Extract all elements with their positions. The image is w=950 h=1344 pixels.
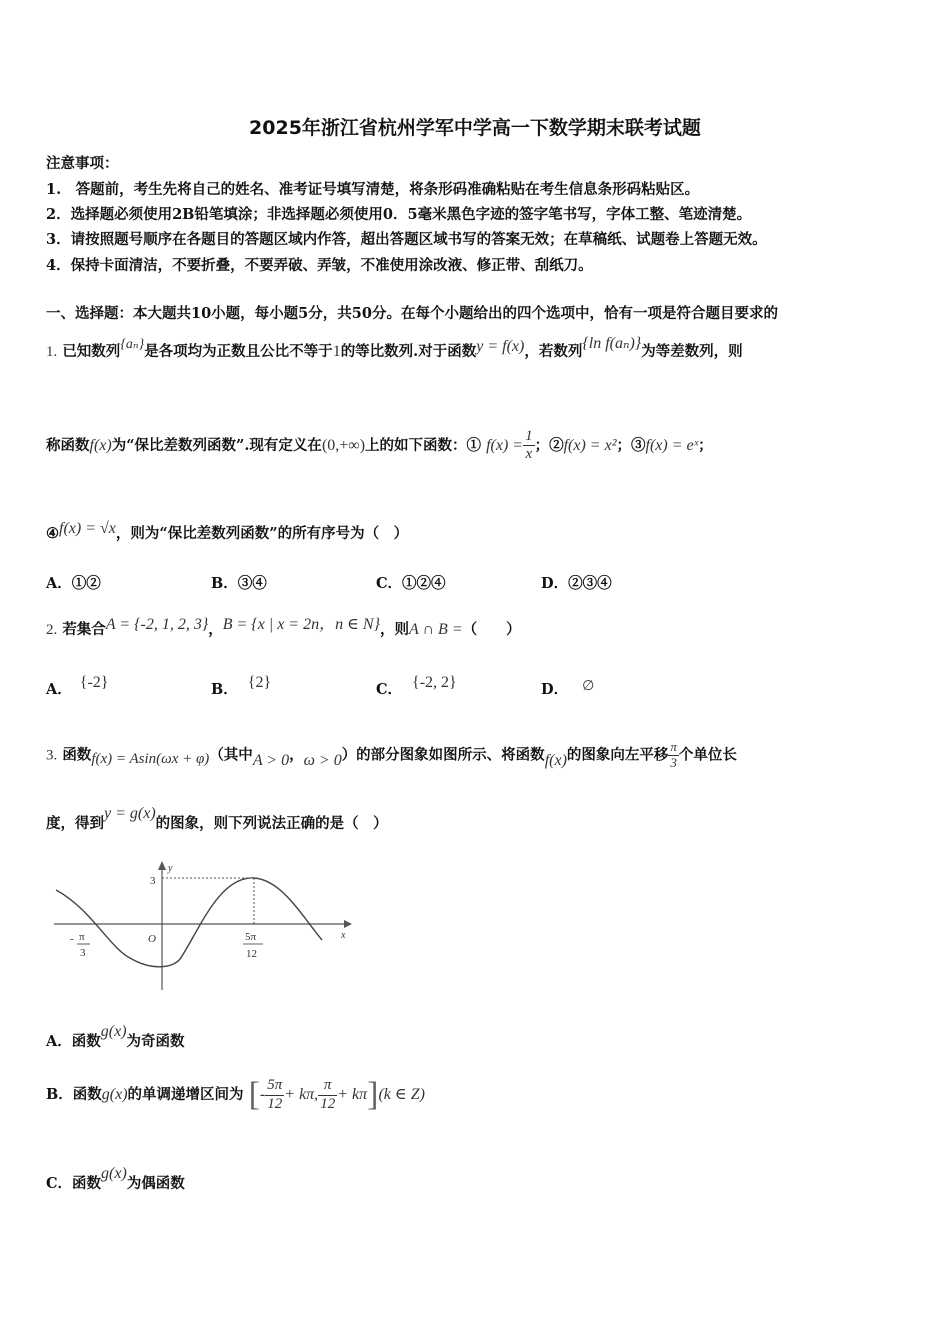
q1-math-1: 1 <box>332 343 341 360</box>
graph-x-tick-right-denominator: 12 <box>246 948 257 960</box>
q2-math-b: B = {x | x = 2n，n ∈ N} <box>222 616 381 633</box>
q1-number: 1. <box>46 344 58 360</box>
q1-math-f4: f(x) = √x <box>59 520 116 537</box>
q3-shift-denominator: 3 <box>670 754 677 770</box>
q2-text-3: （ ） <box>462 621 521 638</box>
q3-option-b-frac-2-den: 12 <box>320 1095 336 1112</box>
q3-math-omega: ω > 0 <box>303 752 342 770</box>
q2-option-b-value: {2} <box>247 674 272 691</box>
q2-option-c[interactable] <box>376 674 457 699</box>
q3-option-c-math: g(x) <box>101 1165 127 1182</box>
q2-option-c-value: {-2, 2} <box>412 674 457 691</box>
q1-option-d[interactable]: D．②③④ <box>541 575 612 592</box>
q1-option-c[interactable]: C．①②④ <box>376 575 446 592</box>
q3-option-b-label: B． <box>46 1086 73 1103</box>
q1-math-fx: f(x) <box>89 436 112 454</box>
q1-math-an: {aₙ} <box>120 337 145 352</box>
q3-option-b-text-1: 函数 <box>72 1086 102 1103</box>
q1-math-f3: f(x) = eˣ <box>645 436 699 454</box>
q2-text-2: ，则 <box>380 621 410 638</box>
q3-option-b-sign: - <box>259 1086 266 1103</box>
q1-math-f1-fraction <box>523 428 535 464</box>
q3-math-g: y = g(x) <box>104 805 156 822</box>
q3-option-b-bracket-right: ] <box>367 1076 379 1113</box>
q3-option-b[interactable] <box>46 1076 425 1114</box>
q3-option-c-text-1: 函数 <box>72 1175 102 1192</box>
q1-math-domain: (0,+∞) <box>321 436 366 454</box>
page-title: 2025年浙江省杭州学军中学高一下数学期末联考试题 <box>249 117 701 139</box>
q2-line <box>46 616 521 639</box>
q3-shift-numerator: π <box>670 739 677 754</box>
graph-y-label: y <box>168 863 173 874</box>
q1-line1 <box>46 335 743 361</box>
q2-option-b-label: B． <box>211 681 238 698</box>
graph-y-arrow <box>158 861 166 870</box>
section-heading: 一、选择题：本大题共10小题，每小题5分，共50分。在每个小题给出的四个选项中，恰有一项是符合题目要求的 <box>46 305 778 322</box>
q1-text-1: 已知数列 <box>62 343 121 360</box>
q1-text-7: 为“保比差数列函数”.现有定义在 <box>111 436 322 454</box>
q3-text-2: （其中 <box>209 746 253 764</box>
q1-text-2: 是各项均为正数且公比不等于 <box>144 343 333 360</box>
q1-f1-numerator: 1 <box>523 428 535 446</box>
q3-option-c-text-2: 为偶函数 <box>126 1175 185 1192</box>
q3-math-f: f(x) = Asin(ωx + φ) <box>91 751 210 768</box>
q1-text-3: 的等比数列.对于函数 <box>340 343 477 360</box>
q1-text-5: 为等差数列，则 <box>641 343 743 360</box>
q1-sep-1: ；② <box>534 436 564 454</box>
graph-x-tick-right-numerator: 5π <box>245 931 257 943</box>
q1-line2 <box>46 428 713 464</box>
q3-shift-fraction <box>668 740 679 771</box>
graph-curve <box>56 878 322 967</box>
q2-option-a-value: {-2} <box>79 674 109 691</box>
q3-option-b-frac-1 <box>265 1077 284 1113</box>
q3-option-b-mid: + kπ, <box>284 1086 319 1103</box>
graph-origin-label: O <box>148 933 156 945</box>
q3-option-a-text-1: 函数 <box>71 1033 101 1050</box>
graph-x-tick-left-denominator: 3 <box>80 947 86 959</box>
q3-option-b-frac-2 <box>318 1077 337 1113</box>
q1-text-10: ，则为“保比差数列函数”的所有序号为（ ） <box>115 525 409 542</box>
graph-x-tick-left-sign: - <box>70 933 74 945</box>
q1-math-ln: {ln f(aₙ)} <box>582 335 642 352</box>
q1-math-y: y = f(x) <box>476 338 525 355</box>
q2-option-d-value: ∅ <box>582 679 595 694</box>
q1-text-8: 上的如下函数：① <box>365 436 482 454</box>
q1-text-6: 称函数 <box>46 436 90 454</box>
q3-option-a-math: g(x) <box>100 1023 127 1040</box>
q3-option-a[interactable] <box>46 1023 185 1051</box>
q2-option-a[interactable] <box>46 674 109 699</box>
q2-math-intersection: A ∩ B = <box>409 621 463 638</box>
q3-math-fx: f(x) <box>544 752 567 770</box>
notice-heading: 注意事项： <box>46 155 119 172</box>
q2-option-c-label: C． <box>376 681 403 698</box>
q3-option-b-bracket-left: [ <box>248 1076 260 1113</box>
q3-option-c[interactable] <box>46 1165 185 1193</box>
graph-x-arrow <box>344 920 352 928</box>
q3-line1 <box>46 740 737 771</box>
q3-text-6: 度，得到 <box>46 815 104 832</box>
q2-option-d-label: D． <box>541 681 569 698</box>
q2-number: 2. <box>46 622 58 638</box>
q3-number: 3. <box>46 747 58 764</box>
q3-line2 <box>46 805 388 833</box>
q2-text-1: 若集合 <box>62 621 106 638</box>
q2-sep: ， <box>208 621 223 638</box>
q1-math-f2: f(x) = x² <box>563 436 617 454</box>
q1-sep-3: ； <box>698 436 713 454</box>
q3-math-a: A > 0 <box>252 752 290 770</box>
notice-item-1: 1. 答题前，考生先将自己的姓名、准考证号填写清楚，将条形码准确粘贴在考生信息条形码粘贴区。 <box>46 181 700 198</box>
notice-item-4: 4．保持卡面清洁，不要折叠，不要弄破、弄皱，不准使用涂改液、修正带、刮纸刀。 <box>46 257 593 274</box>
q2-option-a-label: A． <box>46 681 72 698</box>
q3-option-b-frac-1-num: 5π <box>265 1077 284 1095</box>
q3-option-c-label: C． <box>46 1175 73 1192</box>
q1-line3 <box>46 522 408 543</box>
q3-text-1: 函数 <box>62 746 92 764</box>
q1-sep-2: ；③ <box>616 436 646 454</box>
q2-option-b[interactable] <box>211 674 272 699</box>
q2-option-d[interactable] <box>541 678 594 699</box>
q2-math-a: A = {-2, 1, 2, 3} <box>105 616 209 633</box>
q3-option-b-end: + kπ <box>337 1086 368 1103</box>
notice-item-2: 2．选择题必须使用2B铅笔填涂；非选择题必须使用0．5毫米黑色字迹的签字笔书写，字体工整、笔迹清楚。 <box>46 206 752 223</box>
q1-f1-denominator: x <box>525 446 533 463</box>
graph-x-tick-left-numerator: π <box>79 931 85 943</box>
q1-math-f1-pre: f(x) = <box>486 436 524 454</box>
graph-x-label: x <box>341 930 346 941</box>
q3-graph <box>50 858 360 993</box>
q1-text-4: ，若数列 <box>524 343 583 360</box>
q1-option-a[interactable]: A．①② <box>46 575 101 592</box>
graph-y-tick-label: 3 <box>150 875 156 887</box>
q3-option-a-label: A． <box>46 1033 72 1050</box>
q3-text-3: ）的部分图象如图所示、将函数 <box>341 746 545 764</box>
q3-text-7: 的图象，则下列说法正确的是（ ） <box>155 815 388 832</box>
q3-option-b-condition: (k ∈ Z) <box>378 1086 425 1103</box>
q3-text-5: 个单位长 <box>678 746 737 764</box>
notice-item-3: 3．请按照题号顺序在各题目的答题区域内作答，超出答题区域书写的答案无效；在草稿纸、试题卷上答题无效。 <box>46 231 767 248</box>
q1-text-9: ④ <box>46 525 59 542</box>
q3-sep: ， <box>289 746 304 764</box>
q3-option-a-text-2: 为奇函数 <box>126 1033 185 1050</box>
q3-option-b-frac-2-num: π <box>318 1077 337 1095</box>
q3-option-b-text-2: 的单调递增区间为 <box>127 1086 244 1103</box>
q3-option-b-frac-1-den: 12 <box>267 1095 283 1112</box>
q3-option-b-math: g(x) <box>101 1086 128 1103</box>
q1-option-b[interactable]: B．③④ <box>211 575 267 592</box>
q3-text-4: 的图象向左平移 <box>566 746 669 764</box>
